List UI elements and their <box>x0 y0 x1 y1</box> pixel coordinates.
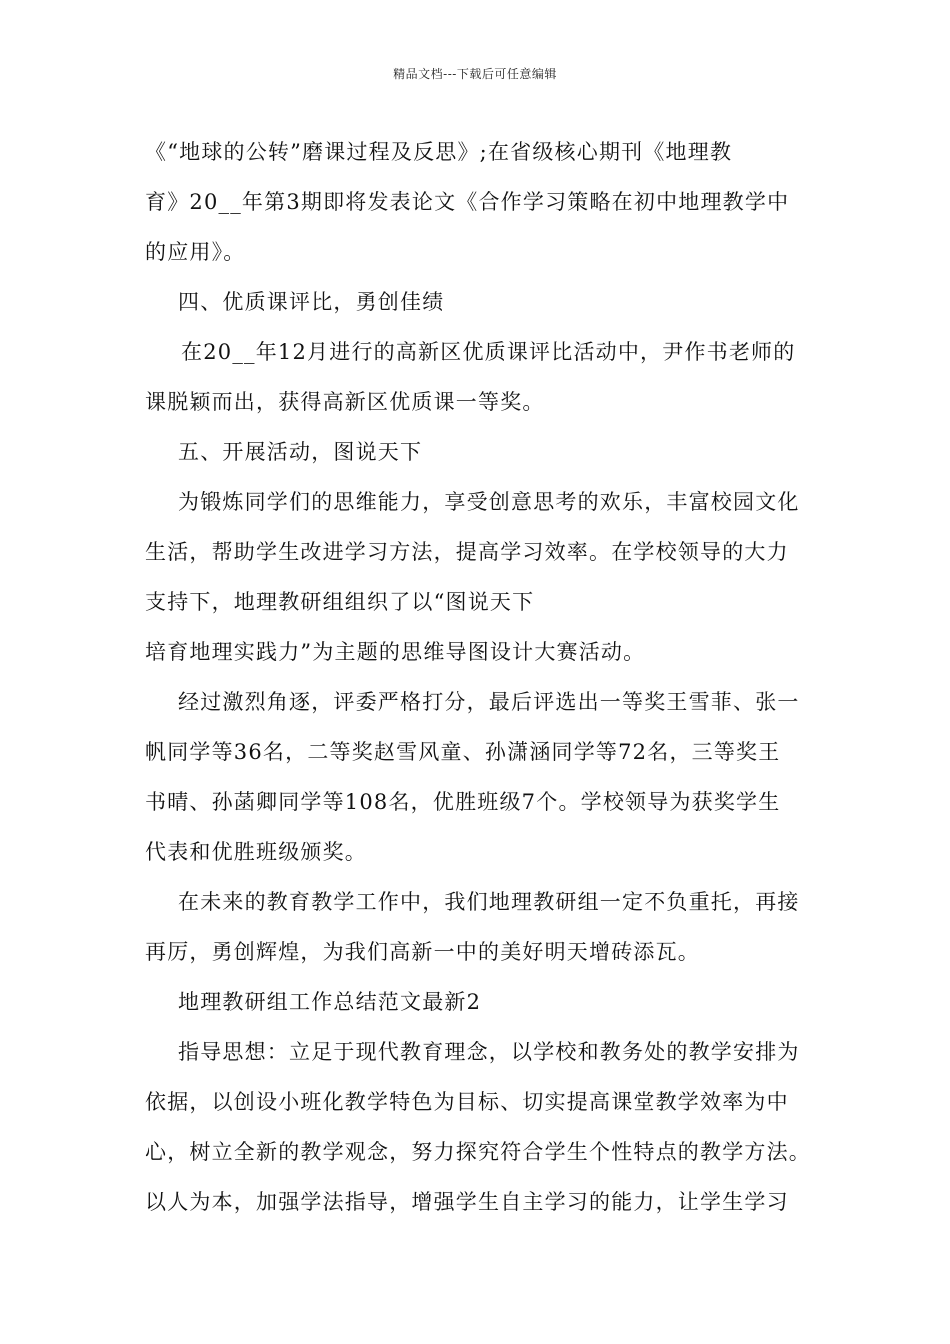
body-line: 育》20__年第3期即将发表论文《合作学习策略在初中地理教学中 <box>145 190 790 214</box>
paragraph-start: 在20__年12月进行的高新区优质课评比活动中，尹作书老师的 <box>181 340 796 364</box>
section-heading: 地理教研组工作总结范文最新2 <box>178 990 482 1014</box>
document-body <box>145 127 825 1227</box>
body-line: 再厉，勇创辉煌，为我们高新一中的美好明天增砖添瓦。 <box>145 940 700 964</box>
page-header: 精品文档---下载后可任意编辑 <box>393 67 557 81</box>
body-line: 心，树立全新的教学观念，努力探究符合学生个性特点的教学方法。 <box>145 1140 811 1164</box>
body-line: 书晴、孙菡卿同学等108名，优胜班级7个。学校领导为获奖学生 <box>145 790 781 814</box>
paragraph-start: 在未来的教育教学工作中，我们地理教研组一定不负重托，再接 <box>178 890 800 914</box>
body-line: 培育地理实践力”为主题的思维导图设计大赛活动。 <box>145 640 646 664</box>
body-line: 支持下，地理教研组组织了以“图说天下 <box>145 590 535 614</box>
body-line: 生活，帮助学生改进学习方法，提高学习效率。在学校领导的大力 <box>145 540 789 564</box>
paragraph-start: 经过激烈角逐，评委严格打分，最后评选出一等奖王雪菲、张一 <box>178 690 800 714</box>
body-line: 帆同学等36名，二等奖赵雪风童、孙潇涵同学等72名，三等奖王 <box>145 740 781 764</box>
body-line: 依据，以创设小班化教学特色为目标、切实提高课堂教学效率为中 <box>145 1090 789 1114</box>
section-heading: 五、开展活动，图说天下 <box>178 440 423 464</box>
body-line: 课脱颖而出，获得高新区优质课一等奖。 <box>145 390 545 414</box>
body-line: 《“地球的公转”磨课过程及反思》;在省级核心期刊《地理教 <box>145 140 733 164</box>
paragraph-start: 指导思想：立足于现代教育理念，以学校和教务处的教学安排为 <box>178 1040 800 1064</box>
body-line: 代表和优胜班级颁奖。 <box>145 840 367 864</box>
section-heading: 四、优质课评比，勇创佳绩 <box>178 290 445 314</box>
body-line: 的应用》。 <box>145 240 246 264</box>
body-line: 以人为本，加强学法指导，增强学生自主学习的能力，让学生学习 <box>145 1190 789 1214</box>
paragraph-start: 为锻炼同学们的思维能力，享受创意思考的欢乐，丰富校园文化 <box>178 490 800 514</box>
